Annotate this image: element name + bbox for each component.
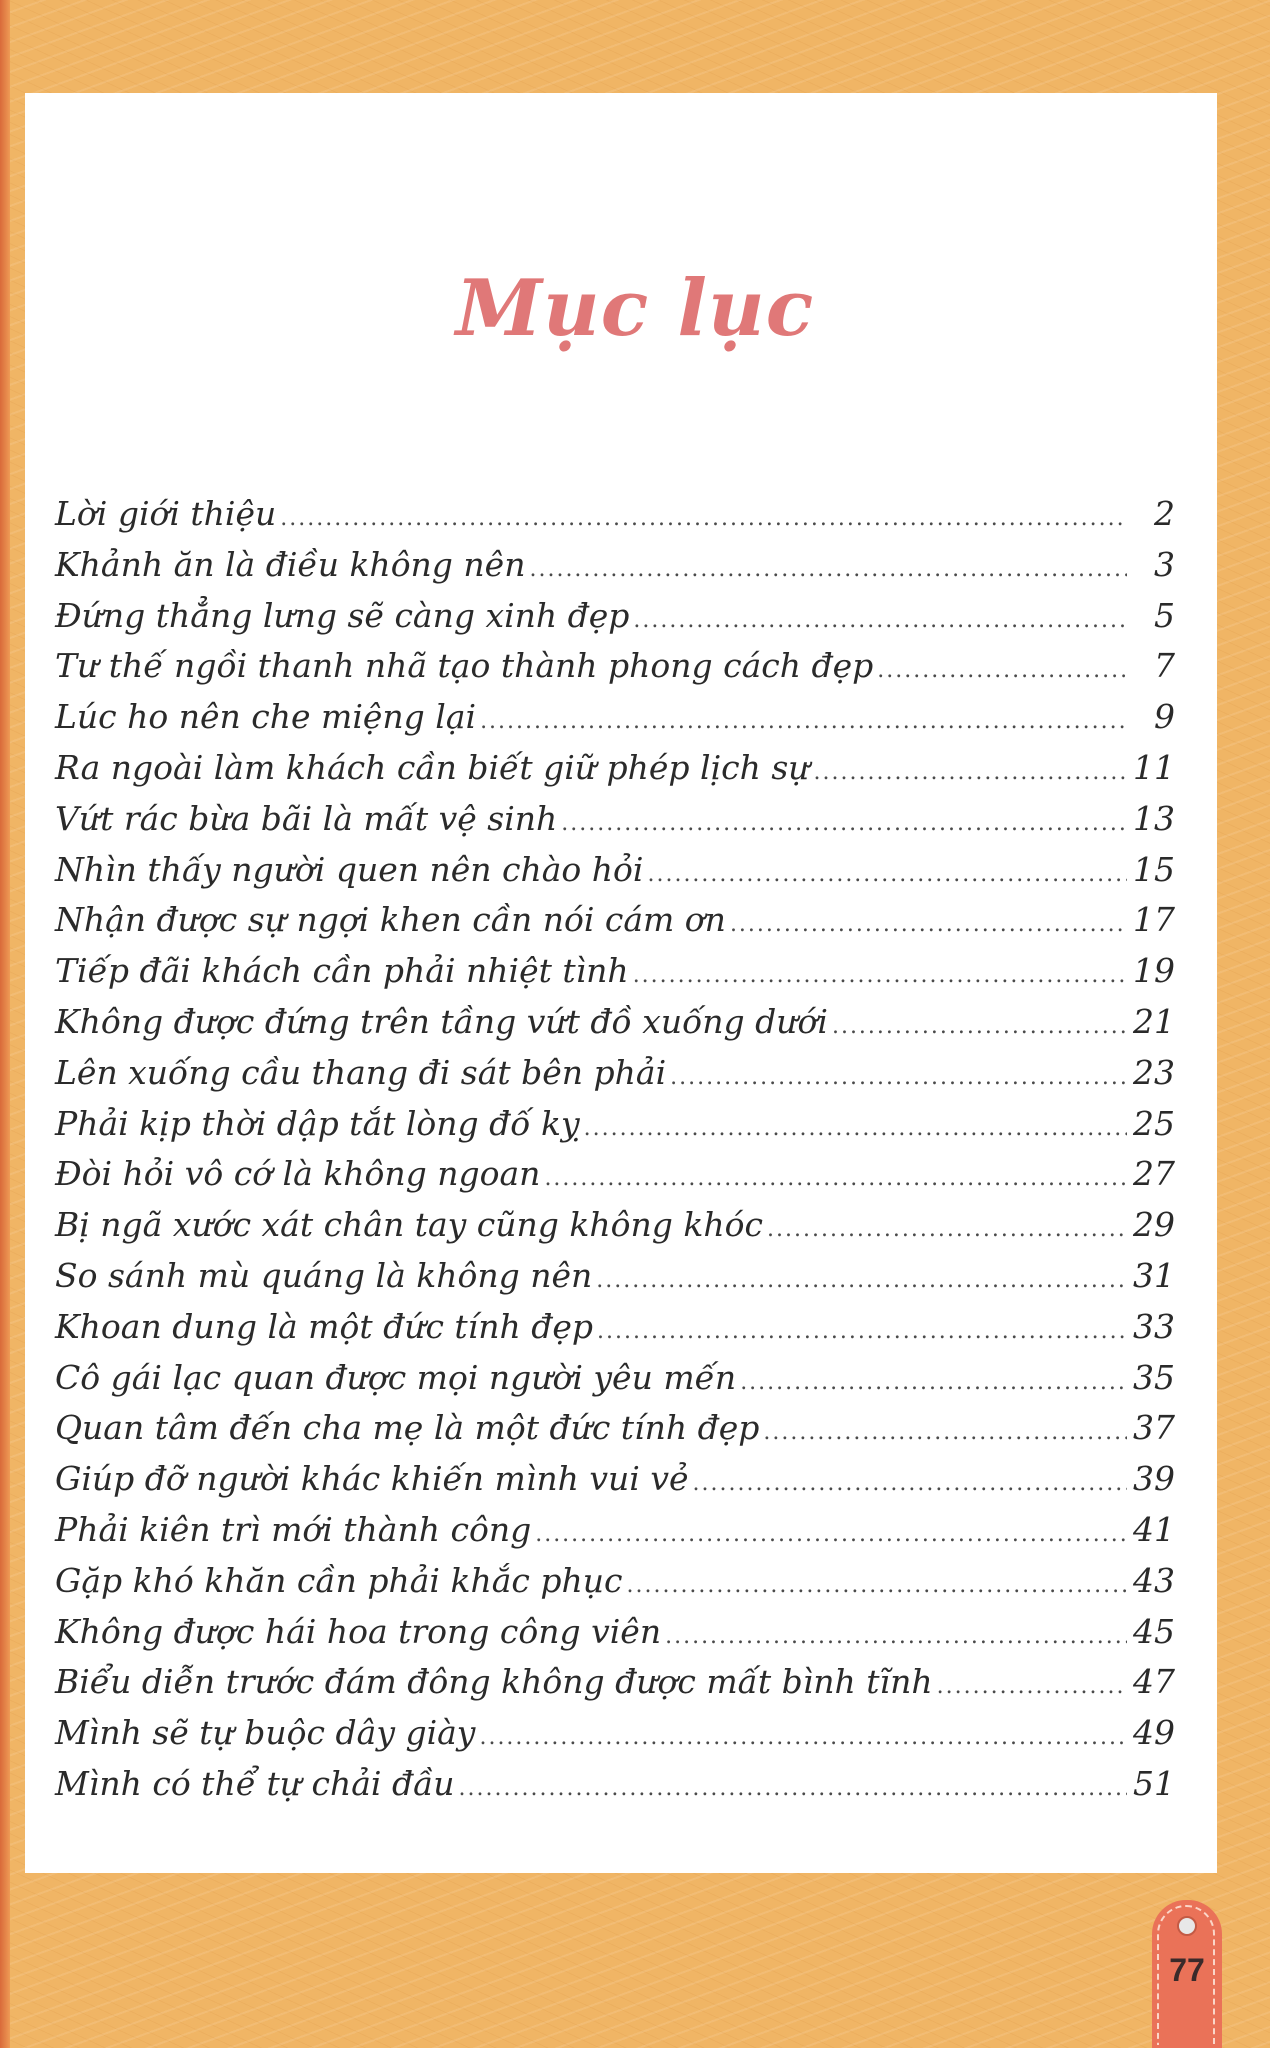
toc-entry-title: Phải kiên trì mới thành công (55, 1509, 532, 1549)
toc-entry-page: 39 (1133, 1459, 1175, 1499)
toc-entry-page: 29 (1133, 1205, 1175, 1245)
toc-dot-leader (479, 1725, 1127, 1750)
toc-entry (55, 799, 1175, 850)
tab-hole-icon (1177, 1916, 1197, 1936)
page-number: 77 (1169, 1952, 1205, 1988)
toc-dot-leader (584, 1116, 1127, 1141)
toc-entry-page: 5 (1154, 595, 1175, 635)
toc-entry-page: 15 (1133, 849, 1175, 889)
toc-entry-page: 49 (1133, 1713, 1175, 1753)
toc-entry-page: 13 (1133, 798, 1175, 838)
toc-entry-page: 19 (1133, 951, 1175, 991)
toc-entry-title: Giúp đỡ người khác khiến mình vui vẻ (55, 1459, 689, 1499)
page-title: Mục lục (455, 263, 815, 354)
toc-entry-page: 45 (1133, 1611, 1175, 1651)
toc-entry-page: 11 (1133, 747, 1175, 787)
toc-entry-title: Đòi hỏi vô cớ là không ngoan (55, 1154, 541, 1194)
toc-dot-leader (626, 1573, 1127, 1598)
table-of-contents (55, 494, 1175, 1815)
toc-entry-page: 43 (1133, 1560, 1175, 1600)
toc-entry-page: 7 (1154, 646, 1175, 686)
toc-entry-page: 51 (1133, 1763, 1175, 1803)
toc-entry (55, 1662, 1175, 1713)
toc-dot-leader (529, 557, 1127, 582)
toc-dot-leader (597, 1319, 1127, 1344)
toc-entry-title: Không được hái hoa trong công viên (55, 1611, 662, 1651)
toc-entry (55, 1612, 1175, 1663)
toc-entry-page: 27 (1133, 1154, 1175, 1194)
toc-dot-leader (832, 1014, 1127, 1039)
toc-entry (55, 1561, 1175, 1612)
toc-entry-page: 17 (1133, 900, 1175, 940)
toc-entry (55, 545, 1175, 596)
toc-entry-title: Tiếp đãi khách cần phải nhiệt tình (55, 951, 629, 991)
toc-entry-page: 35 (1133, 1357, 1175, 1397)
toc-entry-title: Lên xuống cầu thang đi sát bên phải (55, 1052, 667, 1092)
toc-entry (55, 1205, 1175, 1256)
toc-entry (55, 1104, 1175, 1155)
toc-dot-leader (763, 1420, 1127, 1445)
toc-dot-leader (767, 1217, 1127, 1242)
toc-entry-page: 41 (1133, 1509, 1175, 1549)
toc-entry-page: 25 (1133, 1103, 1175, 1143)
toc-entry-page: 9 (1154, 697, 1175, 737)
toc-dot-leader (544, 1166, 1127, 1191)
toc-dot-leader (730, 912, 1127, 937)
toc-entry-title: Nhận được sự ngợi khen cần nói cám ơn (55, 900, 726, 940)
toc-entry-page: 33 (1133, 1306, 1175, 1346)
toc-dot-leader (665, 1624, 1127, 1649)
toc-entry-title: Tư thế ngồi thanh nhã tạo thành phong cách đẹp (55, 646, 874, 686)
toc-entry (55, 697, 1175, 748)
toc-entry-title: Cô gái lạc quan được mọi người yêu mến (55, 1357, 737, 1397)
toc-entry-title: Đứng thẳng lưng sẽ càng xinh đẹp (55, 595, 630, 635)
toc-entry-page: 23 (1133, 1052, 1175, 1092)
toc-dot-leader (647, 862, 1127, 887)
toc-entry (55, 900, 1175, 951)
toc-entry-title: Mình sẽ tự buộc dây giày (55, 1713, 476, 1753)
toc-dot-leader (459, 1776, 1127, 1801)
toc-entry-page: 21 (1133, 1001, 1175, 1041)
toc-dot-leader (937, 1674, 1127, 1699)
toc-entry (55, 596, 1175, 647)
toc-dot-leader (480, 709, 1127, 734)
toc-dot-leader (693, 1471, 1127, 1496)
toc-entry (55, 850, 1175, 901)
toc-dot-leader (670, 1065, 1127, 1090)
page-number-tab (1152, 1900, 1222, 2048)
toc-entry (55, 1358, 1175, 1409)
toc-dot-leader (814, 760, 1127, 785)
toc-entry (55, 1053, 1175, 1104)
toc-entry-title: So sánh mù quáng là không nên (55, 1255, 593, 1295)
toc-entry (55, 1459, 1175, 1510)
toc-entry-title: Biểu diễn trước đám đông không được mất bình tĩnh (55, 1662, 933, 1702)
toc-dot-leader (596, 1268, 1127, 1293)
toc-dot-leader (633, 608, 1127, 633)
toc-entry (55, 1510, 1175, 1561)
toc-entry (55, 1307, 1175, 1358)
toc-dot-leader (561, 811, 1127, 836)
toc-entry-title: Quan tâm đến cha mẹ là một đức tính đẹp (55, 1408, 760, 1448)
toc-dot-leader (535, 1522, 1127, 1547)
toc-entry-title: Ra ngoài làm khách cần biết giữ phép lịch sự (55, 747, 810, 787)
toc-entry-title: Bị ngã xước xát chân tay cũng không khóc (55, 1205, 763, 1245)
toc-entry-page: 3 (1154, 544, 1175, 584)
toc-entry-page: 31 (1133, 1255, 1175, 1295)
toc-entry (55, 1408, 1175, 1459)
toc-entry (55, 494, 1175, 545)
toc-entry (55, 748, 1175, 799)
toc-entry-title: Phải kịp thời dập tắt lòng đố kỵ (55, 1103, 580, 1143)
toc-entry-title: Không được đứng trên tầng vứt đồ xuống dưới (55, 1001, 828, 1041)
toc-entry-title: Mình có thể tự chải đầu (55, 1763, 455, 1803)
toc-dot-leader (633, 963, 1127, 988)
toc-entry (55, 1002, 1175, 1053)
toc-entry-title: Khảnh ăn là điều không nên (55, 544, 526, 584)
toc-dot-leader (740, 1370, 1127, 1395)
toc-entry-title: Lời giới thiệu (55, 494, 277, 533)
toc-entry-title: Gặp khó khăn cần phải khắc phục (55, 1560, 623, 1600)
toc-entry (55, 646, 1175, 697)
toc-entry (55, 1764, 1175, 1815)
toc-entry (55, 1256, 1175, 1307)
toc-entry-title: Vứt rác bừa bãi là mất vệ sinh (55, 798, 558, 838)
toc-entry (55, 951, 1175, 1002)
toc-entry-page: 2 (1154, 494, 1175, 533)
toc-entry-title: Nhìn thấy người quen nên chào hỏi (55, 849, 644, 889)
toc-entry (55, 1713, 1175, 1764)
toc-entry-title: Lúc ho nên che miệng lại (55, 697, 477, 737)
toc-entry-title: Khoan dung là một đức tính đẹp (55, 1306, 594, 1346)
toc-entry (55, 1154, 1175, 1205)
toc-dot-leader (877, 658, 1127, 683)
toc-dot-leader (280, 506, 1127, 531)
toc-entry-page: 37 (1133, 1408, 1175, 1448)
toc-entry-page: 47 (1133, 1662, 1175, 1702)
